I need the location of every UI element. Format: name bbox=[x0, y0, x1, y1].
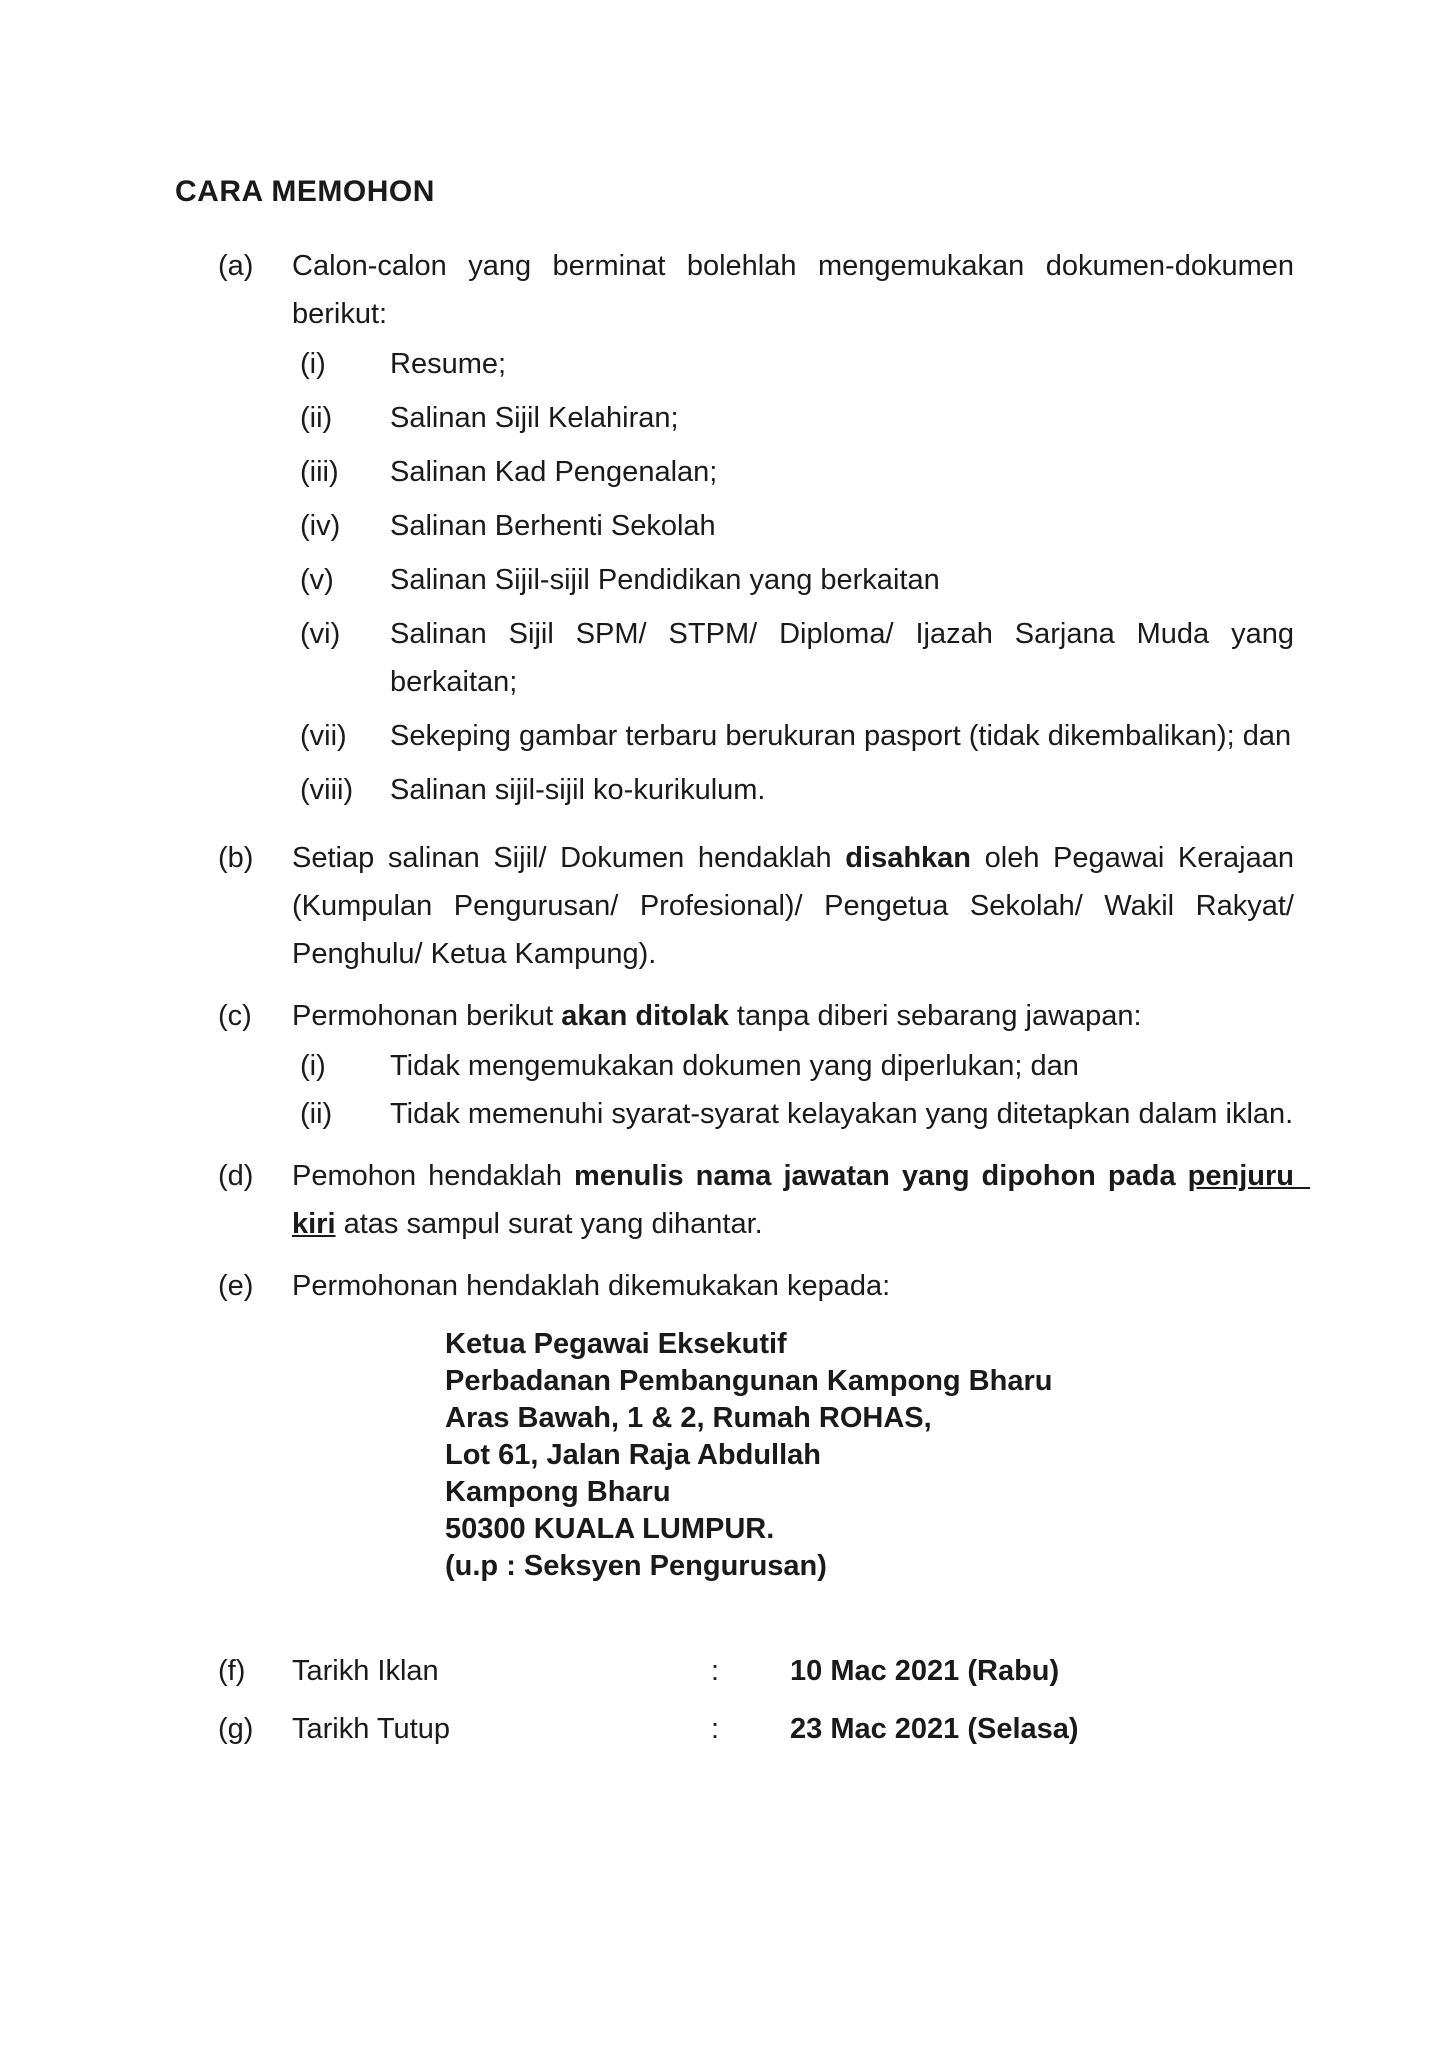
address-line: Ketua Pegawai Eksekutif bbox=[445, 1328, 787, 1360]
list-item-number: (i) bbox=[300, 1050, 326, 1082]
list-item bbox=[292, 712, 1294, 760]
item-c-label: (c) bbox=[218, 1000, 252, 1032]
item-e-intro: Permohonan hendaklah dikemukakan kepada: bbox=[292, 1270, 891, 1302]
list-item-text: Sekeping gambar terbaru berukuran pasport (tidak dikembalikan); dan bbox=[390, 720, 1292, 752]
item-a bbox=[218, 242, 1294, 820]
address-line: Perbadanan Pembangunan Kampong Bharu bbox=[445, 1365, 1053, 1397]
item-b-label: (b) bbox=[218, 842, 254, 874]
list-item-text: Salinan Sijil Kelahiran; bbox=[390, 402, 679, 434]
list-item-text: Salinan Berhenti Sekolah bbox=[390, 510, 716, 542]
list-item bbox=[292, 1042, 1294, 1090]
date-field-value: 10 Mac 2021 (Rabu) bbox=[790, 1655, 1060, 1687]
list-item-text: Salinan Sijil SPM/ STPM/ Diploma/ Ijazah Sarjana Muda yang berkaitan; bbox=[390, 618, 1294, 698]
list-item-number: (iv) bbox=[300, 510, 341, 542]
list-item bbox=[292, 502, 1294, 550]
item-d-body bbox=[292, 1152, 1311, 1248]
address-line: (u.p : Seksyen Pengurusan) bbox=[445, 1550, 827, 1582]
item-d bbox=[218, 1152, 1311, 1248]
list-item-number: (iii) bbox=[300, 456, 339, 488]
list-item-number: (ii) bbox=[300, 1098, 333, 1130]
list-item-number: (i) bbox=[300, 348, 326, 380]
item-b bbox=[218, 834, 1303, 978]
list-item bbox=[292, 340, 1294, 388]
list-item-number: (viii) bbox=[300, 774, 354, 806]
list-item bbox=[292, 556, 1294, 604]
list-item-text: Salinan Sijil-sijil Pendidikan yang berkaitan bbox=[390, 564, 940, 596]
item-f bbox=[218, 1647, 1294, 1695]
item-b-body bbox=[292, 834, 1303, 978]
item-c-body bbox=[292, 992, 1294, 1138]
list-item bbox=[292, 448, 1294, 496]
list-item-number: (vi) bbox=[300, 618, 341, 650]
date-field-value: 23 Mac 2021 (Selasa) bbox=[790, 1713, 1079, 1745]
item-e bbox=[218, 1262, 1294, 1585]
list-item-number: (v) bbox=[300, 564, 334, 596]
item-d-text: Pemohon hendaklah menulis nama jawatan yang dipohon pada penjuru kiri atas sampul surat yang dihantar. bbox=[292, 1160, 1311, 1240]
list-item-number: (vii) bbox=[300, 720, 347, 752]
address-line: Lot 61, Jalan Raja Abdullah bbox=[445, 1439, 822, 1471]
item-g bbox=[218, 1705, 1294, 1753]
item-a-sublist bbox=[292, 340, 1294, 814]
date-field-name: Tarikh Tutup bbox=[292, 1713, 450, 1745]
list-item bbox=[292, 1090, 1294, 1138]
item-a-body bbox=[292, 242, 1294, 820]
item-e-label: (e) bbox=[218, 1270, 254, 1302]
page-title: CARA MEMOHON bbox=[175, 175, 435, 208]
mailing-address bbox=[445, 1326, 1294, 1585]
list-item-text: Tidak mengemukakan dokumen yang diperlukan; dan bbox=[390, 1050, 1079, 1082]
list-item-text: Tidak memenuhi syarat-syarat kelayakan yang ditetapkan dalam iklan. bbox=[390, 1098, 1294, 1130]
list-item bbox=[292, 610, 1294, 706]
list-item bbox=[292, 394, 1294, 442]
list-item-text: Salinan sijil-sijil ko-kurikulum. bbox=[390, 774, 766, 806]
item-b-text: Setiap salinan Sijil/ Dokumen hendaklah disahkan oleh Pegawai Kerajaan (Kumpulan Pengurusan/ Profesional)/ Pengetua Sekolah/ Wakil Rakyat/ Penghulu/ Ketua Kampung). bbox=[292, 842, 1303, 970]
item-f-label: (f) bbox=[218, 1655, 246, 1687]
date-field-colon: : bbox=[711, 1713, 720, 1745]
item-e-body bbox=[292, 1262, 1294, 1585]
date-field-colon: : bbox=[711, 1655, 720, 1687]
item-a-intro: Calon-calon yang berminat bolehlah mengemukakan dokumen-dokumen berikut: bbox=[292, 250, 1294, 330]
date-field-name: Tarikh Iklan bbox=[292, 1655, 439, 1687]
item-g-label: (g) bbox=[218, 1713, 254, 1745]
list-item-text: Salinan Kad Pengenalan; bbox=[390, 456, 718, 488]
item-c-intro: Permohonan berikut akan ditolak tanpa diberi sebarang jawapan: bbox=[292, 1000, 1142, 1032]
item-d-label: (d) bbox=[218, 1160, 254, 1192]
list-item-text: Resume; bbox=[390, 348, 507, 380]
address-line: 50300 KUALA LUMPUR. bbox=[445, 1513, 775, 1545]
list-item-number: (ii) bbox=[300, 402, 333, 434]
list-item bbox=[292, 766, 1294, 814]
address-line: Aras Bawah, 1 & 2, Rumah ROHAS, bbox=[445, 1402, 932, 1434]
item-c bbox=[218, 992, 1294, 1138]
address-line: Kampong Bharu bbox=[445, 1476, 671, 1508]
item-c-sublist bbox=[292, 1042, 1294, 1138]
item-a-label: (a) bbox=[218, 250, 254, 282]
